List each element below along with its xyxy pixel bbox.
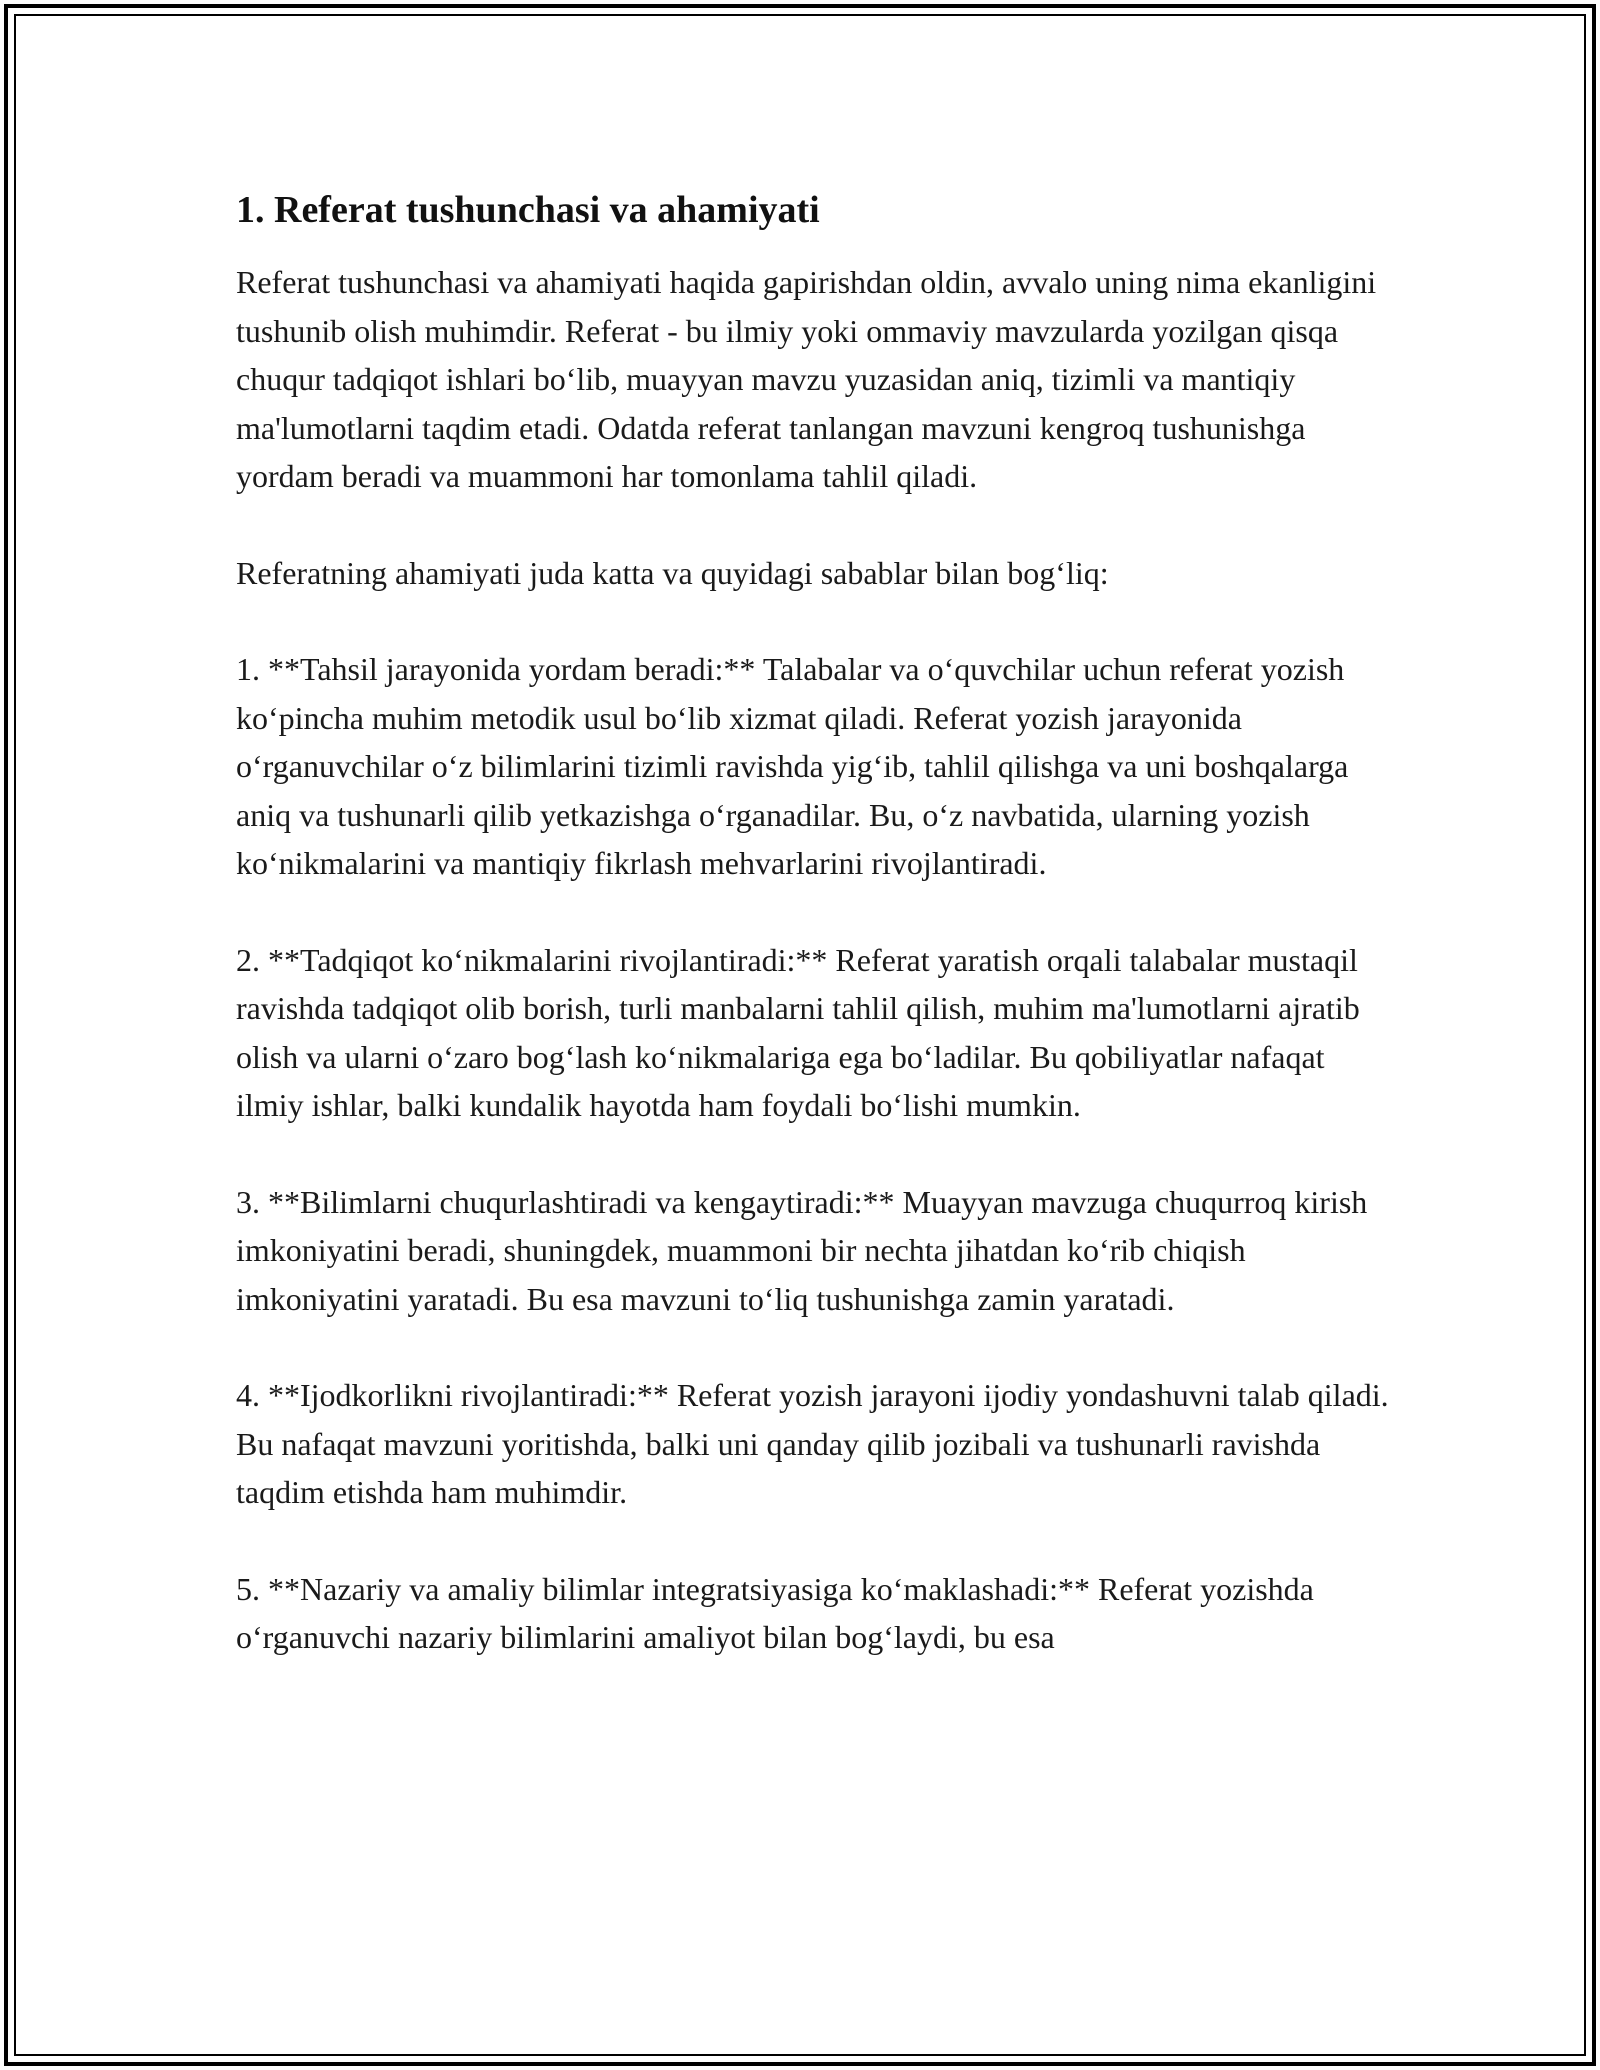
list-item-3: 3. **Bilimlarni chuqurlashtiradi va kengaytiradi:** Muayyan mavzuga chuqurroq kirish imkoniyatini beradi, shuningdek, muammoni bir nechta jihatdan ko‘rib chiqish imkoniyatini yaratadi. Bu esa mavzuni to‘liq tushunishga zamin yaratadi. (236, 1183, 1368, 1317)
section-heading: 1. Referat tushunchasi va ahamiyati (236, 189, 820, 231)
document-body (236, 186, 1396, 1710)
paragraph-importance-lead: Referatning ahamiyati juda katta va quyidagi sabablar bilan bog‘liq: (236, 554, 1109, 591)
list-item-2: 2. **Tadqiqot ko‘nikmalarini rivojlantiradi:** Referat yaratish orqali talabalar mustaqil ravishda tadqiqot olib borish, turli manbalarni tahlil qilish, muhim ma'lumotlarni ajratib olish va ularni o‘zaro bog‘lash ko‘nikmalariga ega bo‘ladilar. Bu qobiliyatlar nafaqat ilmiy ishlar, balki kundalik hayotda ham foydali bo‘lishi mumkin. (236, 941, 1360, 1123)
list-item-5: 5. **Nazariy va amaliy bilimlar integratsiyasiga ko‘maklashadi:** Referat yozishda o‘rganuvchi nazariy bilimlarini amaliyot bilan bog‘laydi, bu esa (236, 1570, 1314, 1655)
list-item-4: 4. **Ijodkorlikni rivojlantiradi:** Referat yozish jarayoni ijodiy yondashuvni talab qiladi. Bu nafaqat mavzuni yoritishda, balki uni qanday qilib jozibali va tushunarli ravishda taqdim etishda ham muhimdir. (236, 1377, 1389, 1510)
paragraph-intro: Referat tushunchasi va ahamiyati haqida gapirishdan oldin, avvalo uning nima ekanligini tushunib olish muhimdir. Referat - bu ilmiy yoki ommaviy mavzularda yozilgan qisqa chuqur tadqiqot ishlari bo‘lib, muayyan mavzu yuzasidan aniq, tizimli va mantiqiy ma'lumotlarni taqdim etadi. Odatda referat tanlangan mavzuni kengroq tushunishga yordam beradi va muammoni har tomonlama tahlil qiladi. (236, 264, 1377, 494)
list-item-1: 1. **Tahsil jarayonida yordam beradi:** Talabalar va o‘quvchilar uchun referat yozish ko‘pincha muhim metodik usul bo‘lib xizmat qiladi. Referat yozish jarayonida o‘rganuvchilar o‘z bilimlarini tizimli ravishda yig‘ib, tahlil qilishga va uni boshqalarga aniq va tushunarli qilib yetkazishga o‘rganadilar. Bu, o‘z navbatida, ularning yozish ko‘nikmalarini va mantiqiy fikrlash mehvarlarini rivojlantiradi. (236, 651, 1349, 881)
